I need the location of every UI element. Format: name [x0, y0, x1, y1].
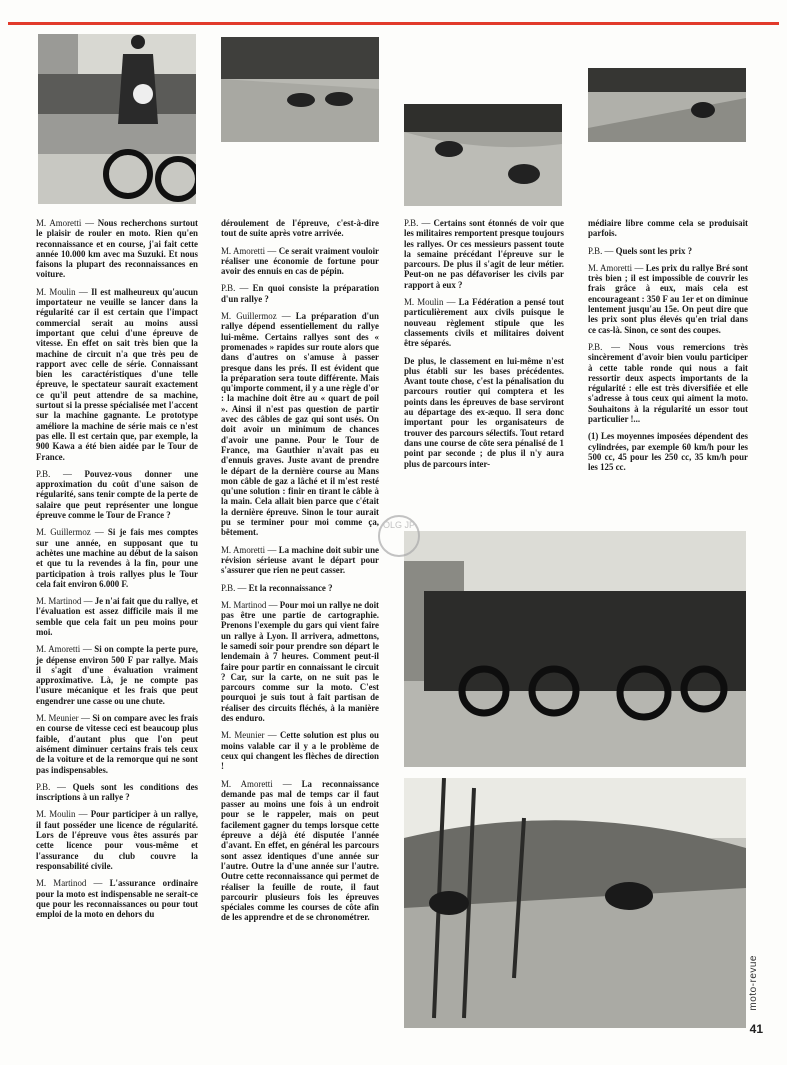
- paragraph-text: De plus, le classement en lui-même n'est plus établi sur les bases précédentes. Avant toute chose, c'est la pénalisation du parcours routier qui comptera et les points dans les épreuves de base serviront au départage des ex-æquo. Il sera donc important pour les organisateurs de trouver des parcours sélectifs. Tout retard dans une course de côte sera pénalisé de 1 point par seconde ; de plus il n'y aura plus de parcours inter-: [404, 355, 564, 469]
- paragraph: [36, 287, 198, 462]
- paragraph: [588, 263, 748, 335]
- paragraph: [221, 311, 379, 538]
- paragraph: [404, 356, 564, 469]
- paragraph-text: Ce serait vraiment vouloir réaliser une économie de fortune pour avoir des ennuis en cas de pépin.: [221, 245, 379, 277]
- speaker-label: P.B. —: [588, 341, 629, 352]
- paragraph-text: Nous recherchons surtout le plaisir de rouler en moto. Rien qu'en reconnaissance et en course, j'ai fait cette année 10.000 km avec ma Suzuki. Et nous faisons la plupart des reconnaissances en voiture.: [36, 218, 198, 280]
- paragraph-text: Il est malheureux qu'aucun importateur ne veuille se lancer dans la régularité car il est certain que l'impact commercial serait au moins aussi important que celui d'une épreuve de vitesse. En effet on sait très bien que la machine de circuit n'a que très peu de rapport avec celle de série. Connaissant bien les caractéristiques d'une telle épreuve, le spectateur saurait exactement ce qu'il peut attendre de sa machine, surtout si la presse spécialisée met l'accent sur la machine gagnante. Le prototype améliore la machine de série mais ce n'est pas elle. Il est certain que, par exemple, la 900 Kawa a été bien aidée par le Tour de France.: [36, 286, 198, 462]
- speaker-label: M. Moulin —: [404, 297, 459, 308]
- paragraph: [36, 713, 198, 775]
- paragraph-text: La machine doit subir une révision sérieuse avant le départ pour s'assurer que rien ne peut casser.: [221, 544, 379, 576]
- paragraph: [36, 527, 198, 589]
- paragraph: [221, 218, 379, 239]
- paragraph: [404, 218, 564, 290]
- paragraph: [36, 878, 198, 919]
- paragraph: [36, 596, 198, 637]
- paragraph: [221, 600, 379, 724]
- paragraph: [221, 583, 379, 593]
- photo-road-riders: [221, 37, 379, 142]
- paragraph: [36, 644, 198, 706]
- paragraph-text: (1) Les moyennes imposées dépendent des cylindrées, par exemple 60 km/h pour les 500 cc, 45 pour les 250 cc, 35 km/h pour les 125 cc.: [588, 431, 748, 473]
- speaker-label: P.B. —: [36, 468, 85, 479]
- speaker-label: M. Amoretti —: [221, 245, 279, 256]
- speaker-label: M. Moulin —: [36, 286, 92, 297]
- paragraph-text: Cette solution est plus ou moins valable car il y a le problème de ceux qui changent les flèches de direction !: [221, 730, 379, 772]
- speaker-label: P.B. —: [221, 283, 253, 294]
- paragraph: [221, 730, 379, 771]
- photo-rider-start: [38, 34, 196, 204]
- photo-group-riders: [404, 531, 746, 767]
- speaker-label: M. Amoretti —: [36, 644, 95, 655]
- paragraph-text: Si on compte la perte pure, je dépense environ 500 F par rallye. Mais il s'agit d'une évaluation vraiment approximative. Là, je ne compte pas l'usure mécanique et les frais que peut engendrer une casse ou une chute.: [36, 644, 199, 706]
- paragraph-text: déroulement de l'épreuve, c'est-à-dire tout de suite après votre arrivée.: [221, 218, 379, 239]
- paragraph-text: Certains sont étonnés de voir que les militaires remportent presque toujours les rallyes. Or ces messieurs passent toute la semaine précédant l'épreuve sur le parcours. De plus il s'agit de leur métier. Peut-on ne pas défavoriser les civils par rapport à eux ?: [404, 218, 564, 290]
- paragraph-text: Si on compare avec les frais en course de vitesse ceci est beaucoup plus faible, d'autant plus que l'on peut aisément diminuer certains frais tels ceux de la voiture et de la remorque qui ne sont pas indispensables.: [36, 713, 198, 775]
- paragraph-text: Pouvez-vous donner une approximation du coût d'une saison de régularité, sans tenir compte de la perte de salaire que peut représenter une longue épreuve comme le Tour de France ?: [36, 468, 199, 521]
- paragraph-text: Les prix du rallye Bré sont très bien ; il est impossible de couvrir les frais grâce à eux, mais cela est encourageant : 350 F au 1er et on diminue lentement jusqu'au 15e. On peut dire que les prix sont plus élevés qu'en trial dans ce cas-là. Sinon, ce sont des coupes.: [588, 262, 748, 335]
- photo-curve-riders: [404, 104, 562, 206]
- speaker-label: P.B. —: [588, 245, 616, 256]
- text-column-4: [588, 218, 748, 480]
- paragraph-text: La Fédération a pensé tout particulièrement aux civils puisque le nouveau règlement stipule que les classements civils et militaires doivent être séparés.: [404, 297, 564, 349]
- speaker-label: M. Amoretti —: [221, 544, 279, 555]
- paragraph: [36, 469, 198, 520]
- paragraph-text: Quels sont les conditions des inscriptions à un rallye ?: [36, 781, 198, 803]
- magazine-brand: moto-revue: [748, 955, 759, 1011]
- paragraph-text: La préparation d'un rallye dépend essentiellement du rallye lui-même. Certains rallyes sont des « promenades » rapides sur route alors que dans d'autres on s'amuse à passer presque dans les prés. Il est évident que la préparation sera toute différente. Mais qu'importe comment, il y a une règle d'or : la machine doit être au « quart de poil ». Ainsi il n'est pas question de partir avec des câbles de gaz qui sont usés. On doit avoir un minimum de chances d'avoir une panne. Pour le Tour de France, ma Gauthier n'avait pas eu d'ennuis graves. Juste avant de prendre le départ de la dernière course au Mans mon câble de gaz a lâché et il m'est resté qu'une solution : finir en tirant le câble à la main. Cela allait bien parce que c'était la dernière épreuve. Sinon le tour aurait pu se terminer pour moi comme ça, bêtement.: [221, 311, 379, 538]
- speaker-label: M. Guillermoz —: [221, 311, 296, 322]
- paragraph-text: Nous vous remercions très sincèrement d'avoir bien voulu participer à cette table ronde qui nous a fait ressortir deux aspects importants de la régularité : elle est très diversifiée et elle s'adresse à tous ceux qui aiment la moto. Souhaitons à la régularité un essor tout particulier !...: [588, 341, 748, 425]
- paragraph: [588, 246, 748, 256]
- paragraph-text: médiaire libre comme cela se produisait parfois.: [588, 218, 748, 239]
- paragraph-text: Et la reconnaissance ?: [248, 582, 333, 593]
- text-column-2: [221, 218, 379, 930]
- speaker-label: P.B. —: [221, 582, 249, 593]
- text-column-3: [404, 218, 564, 476]
- paragraph-text: En quoi consiste la préparation d'un rallye ?: [221, 283, 379, 304]
- speaker-label: M. Amoretti —: [588, 262, 646, 273]
- text-column-1: [36, 218, 198, 926]
- speaker-label: M. Martinod —: [221, 599, 280, 610]
- paragraph: [36, 218, 198, 280]
- paragraph: [36, 782, 198, 803]
- paragraph: [221, 283, 379, 304]
- paragraph-text: L'assurance ordinaire pour la moto est indispensable ne serait-ce que pour les reconnaissances ou pour tout emploi de la moto en dehors du: [36, 878, 198, 920]
- speaker-label: M. Moulin —: [36, 809, 91, 820]
- paragraph: [588, 218, 748, 239]
- paragraph-text: La reconnaissance demande pas mal de temps car il faut passer au moins une fois à un endroit pour se le rappeler, mais on peut facilement gagner du temps lorsque cette épreuve a déjà été disputée l'année d'avant. En effet, en général les parcours sont assez identiques d'une année sur l'autre. Outre la d'une année sur l'autre. Outre cette reconnaissance qui permet de réaliser la feuille de route, il faut parcourir plusieurs fois les épreuves spéciales comme les courses de côte afin de les apprendre et de se chronométrer.: [221, 778, 379, 923]
- speaker-label: M. Amoretti —: [221, 778, 302, 789]
- paragraph: [588, 431, 748, 472]
- photo-single-rider: [588, 68, 746, 142]
- paragraph-text: Si je fais mes comptes sur une année, en supposant que tu achètes une machine au début de la saison et que tu la revendes à la fin, pour une participation à trois rallyes plus le Tour cela fait environ 6.000 F.: [36, 527, 199, 589]
- speaker-label: M. Amoretti —: [36, 218, 98, 228]
- paragraph-text: Pour participer à un rallye, il faut posséder une licence de régularité. Lors de l'épreuve vous êtes assurés par cette licence pour vous-même et l'assurance du club couvre la responsabilité civile.: [36, 809, 199, 871]
- photo-forest-road: [404, 778, 746, 1028]
- page-number: 41: [749, 1022, 763, 1036]
- paragraph: [36, 809, 198, 871]
- speaker-label: M. Martinod —: [36, 596, 95, 607]
- speaker-label: P.B. —: [404, 218, 434, 228]
- paragraph-text: Je n'ai fait que du rallye, et l'évaluation est assez difficile mais il me semble que cela fait un peu moins pour moi.: [36, 596, 198, 637]
- paragraph: [221, 779, 379, 923]
- speaker-label: P.B. —: [36, 781, 73, 792]
- speaker-label: M. Martinod —: [36, 878, 110, 889]
- library-stamp: OLG JP: [378, 515, 420, 557]
- speaker-label: M. Meunier —: [221, 730, 280, 741]
- paragraph: [404, 297, 564, 348]
- paragraph: [221, 246, 379, 277]
- top-rule: [8, 22, 779, 25]
- paragraph-text: Pour moi un rallye ne doit pas être une partie de cartographie. Prenons l'exemple du gars qui vient faire un rallye à Lyon. Il arrivera, admettons, le samedi soir pour prendre son départ le lendemain à 7 heures. Comment peut-il faire pour partir en connaissant le circuit ? Car, sur la carte, on ne suit pas le parcours comme sur la moto. C'est pourquoi je suis tout à fait partisan de réaliser des circuits fléchés, à la manière des enduro.: [221, 599, 379, 724]
- speaker-label: M. Meunier —: [36, 713, 93, 724]
- paragraph-text: Quels sont les prix ?: [615, 245, 693, 256]
- paragraph: [221, 545, 379, 576]
- paragraph: [588, 342, 748, 424]
- speaker-label: M. Guillermoz —: [36, 527, 108, 538]
